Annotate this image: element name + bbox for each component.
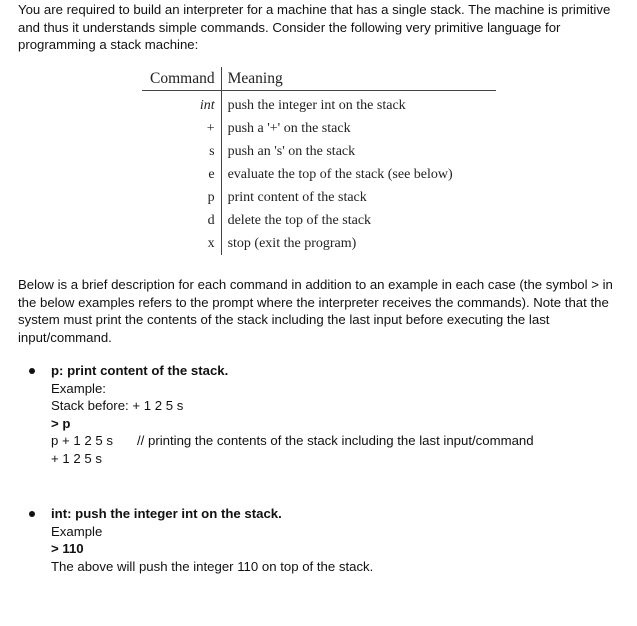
bullet-line: > 110 — [51, 541, 84, 556]
table-row — [142, 232, 496, 255]
command-cell: d — [142, 209, 221, 232]
bullet-comment: // printing the contents of the stack including the last input/command — [137, 433, 534, 448]
command-cell: int — [142, 91, 221, 118]
table-row — [142, 91, 496, 118]
header-command: Command — [142, 67, 221, 91]
bullet-line: Stack before: + 1 2 5 s — [51, 398, 184, 413]
command-cell: e — [142, 163, 221, 186]
bullet-line: Example: — [51, 380, 106, 396]
meaning-cell: push the integer int on the stack — [227, 97, 406, 113]
bullet-line: The above will push the integer 110 on top of the stack. — [51, 558, 374, 574]
table-row — [142, 186, 496, 209]
bullet-line: > p — [51, 415, 71, 431]
command-cell: + — [142, 117, 221, 140]
bullet-dot — [29, 368, 35, 374]
intro-paragraph: You are required to build an interpreter for a machine that has a single stack. The machine is primitive and thus it understands simple commands. Consider the following very primitive language for programming a stack machine: — [18, 2, 611, 52]
command-cell: p — [142, 186, 221, 209]
command-table — [142, 67, 496, 255]
meaning-cell: stop (exit the program) — [227, 235, 357, 251]
meaning-cell: delete the top of the stack — [227, 212, 372, 228]
command-cell: s — [142, 140, 221, 163]
meaning-cell: print content of the stack — [227, 189, 367, 205]
bullet-title: int: push the integer int on the stack. — [51, 506, 282, 521]
table-row — [142, 209, 496, 232]
meaning-cell: push a '+' on the stack — [227, 120, 351, 136]
command-cell: x — [142, 232, 221, 255]
meaning-cell: push an 's' on the stack — [227, 143, 356, 159]
table-row — [142, 163, 496, 186]
table-row — [142, 117, 496, 140]
bullet-dot — [29, 511, 35, 517]
meaning-cell: evaluate the top of the stack (see below) — [227, 166, 453, 182]
table-row — [142, 140, 496, 163]
header-meaning: Meaning — [227, 70, 283, 87]
bullet-title: p: print content of the stack. — [51, 363, 229, 378]
description-paragraph: Below is a brief description for each command in addition to an example in each case (the symbol > in the below examples refers to the prompt where the interpreter receives the commands). Note that the system must print the contents of the stack including the last input before executing the last input/command. — [18, 277, 613, 345]
bullet-line: p + 1 2 5 s — [51, 433, 113, 448]
bullet-line: + 1 2 5 s — [51, 450, 102, 466]
bullet-line: Example — [51, 523, 103, 539]
table-header-row — [142, 67, 496, 91]
